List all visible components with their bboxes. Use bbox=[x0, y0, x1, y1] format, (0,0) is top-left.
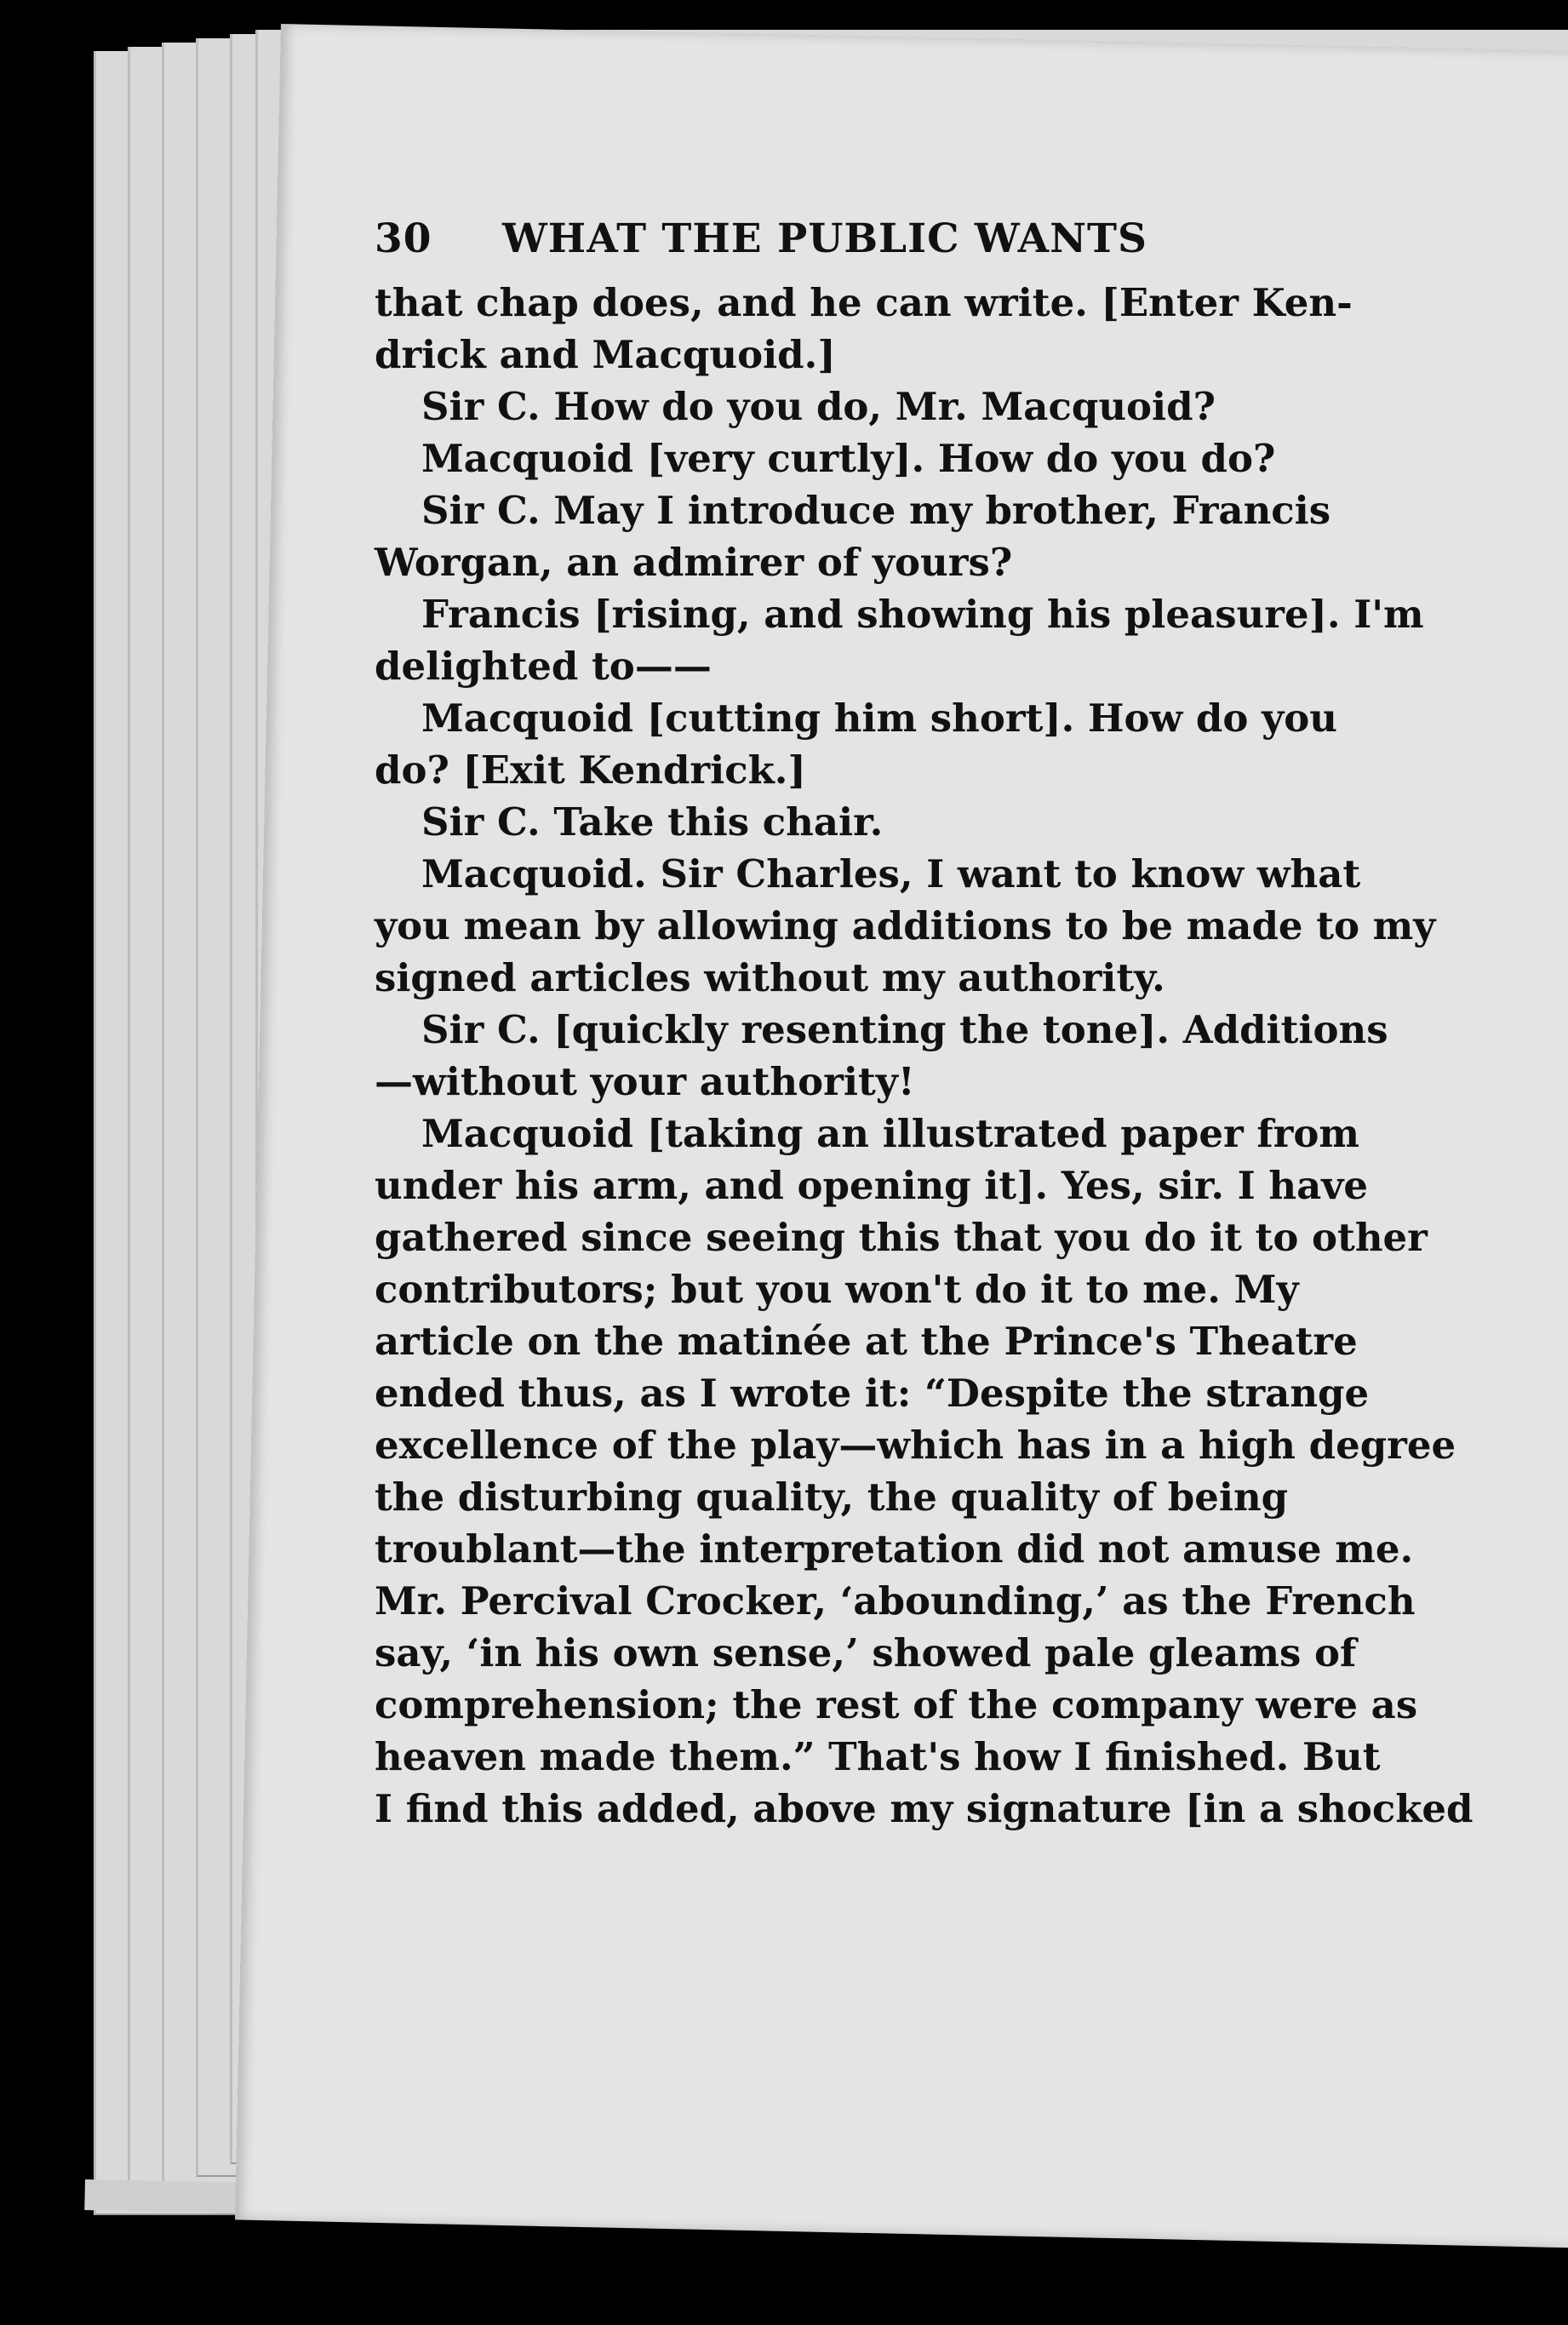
text-line: article on the matinée at the Prince's Theatre bbox=[375, 1319, 1358, 1364]
text-line: Macquoid [taking an illustrated paper from bbox=[421, 1111, 1360, 1156]
running-head: WHAT THE PUBLIC WANTS bbox=[502, 215, 1147, 262]
text-line: signed articles without my authority. bbox=[375, 955, 1165, 1000]
text-line: Macquoid [very curtly]. How do you do? bbox=[421, 436, 1276, 481]
text-line: you mean by allowing additions to be made to my bbox=[375, 903, 1436, 948]
text-line: that chap does, and he can write. [Enter Ken- bbox=[375, 280, 1353, 325]
text-line: contributors; but you won't do it to me. My bbox=[375, 1267, 1299, 1312]
text-line: troublant—the interpretation did not amuse me. bbox=[375, 1526, 1414, 1572]
text-line: Sir C. [quickly resenting the tone]. Additions bbox=[421, 1007, 1388, 1052]
text-line: Mr. Percival Crocker, ‘abounding,’ as the French bbox=[375, 1578, 1416, 1623]
page-text bbox=[375, 213, 1474, 1835]
text-line: Macquoid [cutting him short]. How do you bbox=[421, 696, 1337, 741]
text-line: Worgan, an admirer of yours? bbox=[375, 540, 1013, 585]
page-header bbox=[375, 213, 1226, 265]
text-line: gathered since seeing this that you do it to other bbox=[375, 1215, 1428, 1260]
text-line: comprehension; the rest of the company were as bbox=[375, 1682, 1418, 1727]
text-line: Sir C. May I introduce my brother, Francis bbox=[421, 488, 1331, 533]
body-lines bbox=[375, 277, 1474, 1835]
text-line: excellence of the play—which has in a high degree bbox=[375, 1423, 1456, 1468]
text-line: Francis [rising, and showing his pleasure]. I'm bbox=[421, 592, 1424, 637]
text-line: say, ‘in his own sense,’ showed pale gleams of bbox=[375, 1630, 1357, 1675]
text-line: Sir C. Take this chair. bbox=[421, 799, 884, 845]
text-line: Macquoid. Sir Charles, I want to know what bbox=[421, 851, 1361, 896]
text-line: —without your authority! bbox=[375, 1059, 915, 1104]
page-number: 30 bbox=[375, 215, 432, 262]
text-line: delighted to—— bbox=[375, 644, 712, 689]
text-line: Sir C. How do you do, Mr. Macquoid? bbox=[421, 384, 1216, 429]
text-line: I find this added, above my signature [in a shocked bbox=[375, 1786, 1474, 1831]
text-line: ended thus, as I wrote it: “Despite the strange bbox=[375, 1371, 1370, 1416]
text-line: do? [Exit Kendrick.] bbox=[375, 747, 806, 793]
text-line: heaven made them.” That's how I finished. But bbox=[375, 1734, 1381, 1779]
text-line: drick and Macquoid.] bbox=[375, 332, 836, 377]
text-line: the disturbing quality, the quality of being bbox=[375, 1475, 1289, 1520]
text-line: under his arm, and opening it]. Yes, sir. I have bbox=[375, 1163, 1369, 1208]
